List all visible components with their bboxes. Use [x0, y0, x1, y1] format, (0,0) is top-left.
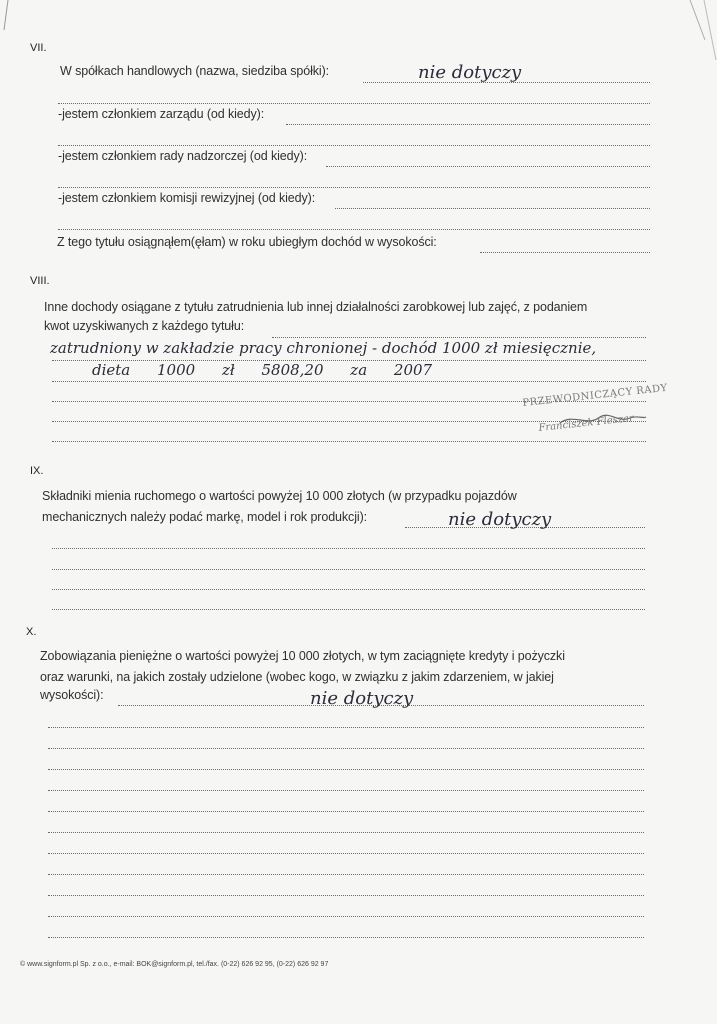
answer-line	[52, 381, 646, 382]
answer-line	[48, 874, 644, 875]
section-vii-income-label: Z tego tytułu osiągnąłem(ęłam) w roku ubiegłym dochód w wysokości:	[57, 235, 437, 249]
section-x-answer: nie dotyczy	[310, 688, 414, 709]
section-vii-audit-label: -jestem członkiem komisji rewizyjnej (od kiedy):	[58, 191, 316, 205]
answer-line	[52, 548, 645, 549]
answer-line	[48, 748, 644, 749]
section-vii-board-label: -jestem członkiem zarządu (od kiedy):	[58, 107, 265, 121]
section-x-line2: oraz warunki, na jakich zostały udzielone (wobec kogo, w związku z jakim zdarzeniem, w jakiej	[40, 670, 554, 684]
publisher-footer: © www.signform.pl Sp. z o.o., e-mail: BOK@signform.pl, tel./fax. (0-22) 626 92 95, (0-22) 626 92 97	[20, 961, 329, 968]
answer-line	[48, 895, 644, 896]
chairman-stamp	[518, 382, 678, 445]
answer-line	[52, 609, 645, 610]
section-x-line1: Zobowiązania pieniężne o wartości powyżej 10 000 złotych, w tym zaciągnięte kredyty i pożyczki	[40, 649, 565, 663]
answer-line	[48, 916, 644, 917]
answer-line	[52, 589, 645, 590]
answer-line	[48, 832, 644, 833]
section-ix-answer: nie dotyczy	[448, 509, 552, 530]
answer-line	[272, 337, 646, 338]
section-x-line3: wysokości):	[40, 688, 104, 702]
section-x-number: X.	[26, 626, 37, 638]
answer-line	[335, 208, 650, 209]
stamp-name: Franciszek Fleszar	[538, 412, 635, 434]
stamp-title: PRZEWODNICZĄCY RADY	[522, 382, 669, 409]
answer-line	[48, 727, 644, 728]
answer-line	[52, 569, 645, 570]
answer-line	[48, 769, 644, 770]
section-vii-company-answer: nie dotyczy	[418, 62, 522, 83]
answer-line	[286, 124, 650, 125]
section-vii-number: VII.	[30, 42, 47, 54]
section-viii-line1: Inne dochody osiągane z tytułu zatrudnienia lub innej działalności zarobkowej lub zajęć, z podaniem	[44, 300, 588, 314]
section-viii-line2: kwot uzyskiwanych z każdego tytułu:	[44, 319, 245, 333]
answer-line	[58, 103, 650, 104]
answer-line	[48, 790, 644, 791]
answer-line	[58, 229, 650, 230]
answer-line	[326, 166, 650, 167]
section-viii-number: VIII.	[30, 275, 50, 287]
answer-line	[48, 853, 644, 854]
section-ix-number: IX.	[30, 465, 44, 477]
answer-line	[480, 252, 650, 253]
section-vii-company-label: W spółkach handlowych (nazwa, siedziba spółki):	[60, 64, 330, 78]
answer-line	[48, 937, 644, 938]
section-ix-line2: mechanicznych należy podać markę, model i rok produkcji):	[42, 510, 368, 524]
answer-line	[58, 187, 650, 188]
answer-line	[58, 145, 650, 146]
answer-line	[48, 811, 644, 812]
section-viii-answer-line2: dieta 1000 zł 5808,20 za 2007	[92, 361, 433, 379]
section-ix-line1: Składniki mienia ruchomego o wartości powyżej 10 000 złotych (w przypadku pojazdów	[42, 489, 517, 503]
section-viii-answer-line1: zatrudniony w zakładzie pracy chronionej - dochód 1000 zł miesięcznie,	[50, 339, 597, 357]
section-vii-supervisory-label: -jestem członkiem rady nadzorczej (od kiedy):	[58, 149, 308, 163]
